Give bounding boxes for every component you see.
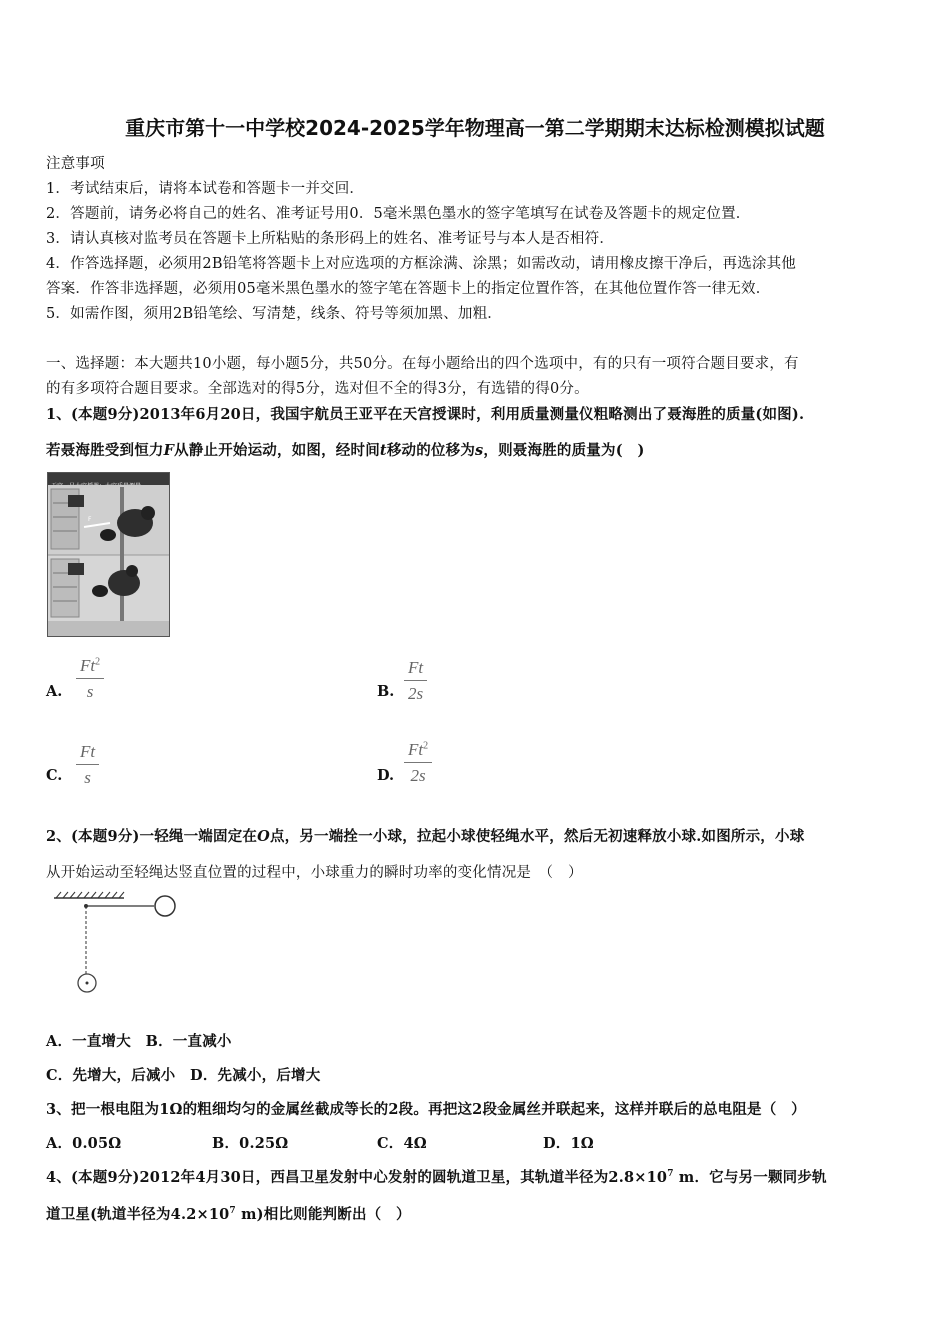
q1-option-d-fraction[interactable] — [404, 740, 432, 786]
q3-option[interactable]: D．1Ω — [543, 1135, 594, 1152]
q4-exponent: 7 — [667, 1169, 674, 1180]
section-instruction: 的有多项符合题目要求。全部选对的得5分，选对但不全的得3分，有选错的得0分。 — [46, 381, 589, 397]
num-text: Ft — [408, 740, 424, 759]
fraction-denominator: 2s — [410, 766, 426, 785]
q1-option-c-fraction[interactable] — [76, 742, 99, 788]
fraction-numerator — [76, 656, 104, 679]
q1-text: 从静止开始运动，如图，经时间 — [174, 442, 380, 459]
num-exponent: 2 — [423, 740, 429, 752]
notice-item: 5．如需作图，须用2B铅笔绘、写清楚，线条、符号等须加黑、加粗． — [46, 306, 503, 322]
q4-text: 4、(本题9分)2012年4月30日，西昌卫星发射中心发射的圆轨道卫星，其轨道半径为2.8×10 — [46, 1169, 668, 1186]
q1-option-label[interactable]: A. — [46, 683, 63, 700]
q4-text: m)相比则能判断出（ ） — [235, 1206, 411, 1223]
q1-option-b-fraction[interactable] — [404, 658, 427, 704]
q1-option-a-fraction[interactable] — [76, 656, 104, 702]
q4-exponent: 7 — [229, 1206, 236, 1217]
notice-item: 4．作答选择题，必须用2B铅笔将答题卡上对应选项的方框涂满、涂黑；如需改动，请用橡皮擦干净后，再选涂其他 — [46, 256, 797, 272]
num-text: Ft — [80, 656, 96, 675]
pendulum-diagram — [48, 890, 188, 1000]
q3-option[interactable]: C．4Ω — [377, 1135, 427, 1152]
q1-stem-2 — [46, 439, 645, 460]
svg-text:F: F — [88, 516, 92, 523]
q3-option[interactable]: A．0.05Ω — [46, 1135, 122, 1152]
q3-stem: 3、把一根电阻为1Ω的粗细均匀的金属丝截成等长的2段。再把这2段金属丝并联起来，这样并联后的总电阻是（ ） — [46, 1101, 806, 1118]
q1-var-f: F — [163, 442, 175, 459]
fraction-denominator: 2s — [407, 684, 424, 703]
q4-text: 道卫星(轨道半径为4.2×10 — [46, 1206, 230, 1223]
astronaut-illustration — [48, 473, 169, 636]
notice-item: 2．答题前，请务必将自己的姓名、准考证号用0．5毫米黑色墨水的签字笔填写在试卷及答题卡的规定位置． — [46, 206, 751, 222]
q2-text: 2、(本题9分)一轻绳一端固定在 — [46, 828, 258, 845]
section-instruction: 一、选择题：本大题共10小题，每小题5分，共50分。在每小题给出的四个选项中，有的只有一项符合题目要求，有 — [46, 356, 799, 372]
q1-photo — [47, 472, 170, 637]
fraction-numerator — [76, 742, 99, 765]
q2-options-row[interactable]: C．先增大，后减小 D．先减小，后增大 — [46, 1067, 321, 1084]
q2-options-row[interactable]: A．一直增大 B．一直减小 — [46, 1033, 232, 1050]
q2-stem-2: 从开始运动至轻绳达竖直位置的过程中，小球重力的瞬时功率的变化情况是 （ ） — [46, 865, 583, 881]
fraction-numerator — [404, 740, 432, 763]
q1-option-label[interactable]: C. — [46, 767, 63, 784]
q4-stem-2 — [46, 1203, 411, 1224]
q2-stem — [46, 825, 804, 846]
fraction-denominator: s — [86, 682, 94, 701]
num-exponent: 2 — [95, 656, 101, 668]
q1-text: 若聂海胜受到恒力 — [46, 442, 164, 459]
num-text: Ft — [408, 658, 424, 677]
notice-heading: 注意事项 — [46, 156, 105, 172]
q3-option[interactable]: B．0.25Ω — [212, 1135, 289, 1152]
fraction-denominator: s — [84, 768, 91, 787]
notice-item: 答案．作答非选择题，必须用05毫米黑色墨水的签字笔在答题卡上的指定位置作答，在其他位置作答一律无效． — [46, 281, 771, 297]
q1-var-s: s — [475, 442, 484, 459]
q1-var-t: t — [379, 442, 387, 459]
q2-text: 点，另一端拴一小球，拉起小球使轻绳水平，然后无初速释放小球.如图所示，小球 — [269, 828, 805, 845]
q1-text: 移动的位移为 — [386, 442, 476, 459]
notice-item: 3．请认真核对监考员在答题卡上所粘贴的条形码上的姓名、准考证号与本人是否相符． — [46, 231, 615, 247]
q4-stem — [46, 1166, 827, 1187]
notice-item: 1．考试结束后，请将本试卷和答题卡一并交回． — [46, 181, 365, 197]
q1-option-label[interactable]: D. — [377, 767, 395, 784]
fraction-numerator — [404, 658, 427, 681]
page-title: 重庆市第十一中学校2024-2025学年物理高一第二学期期末达标检测模拟试题 — [125, 116, 825, 140]
num-text: Ft — [80, 742, 96, 761]
q1-stem: 1、(本题9分)2013年6月20日，我国宇航员王亚平在天宫授课时，利用质量测量仪粗略测出了聂海胜的质量(如图). — [46, 406, 805, 423]
photo-floor — [48, 621, 169, 636]
q1-text: ，则聂海胜的质量为( ) — [483, 442, 645, 459]
q4-text: m．它与另一颗同步轨 — [673, 1169, 827, 1186]
q1-option-label[interactable]: B. — [377, 683, 395, 700]
q2-var-o: O — [257, 828, 270, 845]
